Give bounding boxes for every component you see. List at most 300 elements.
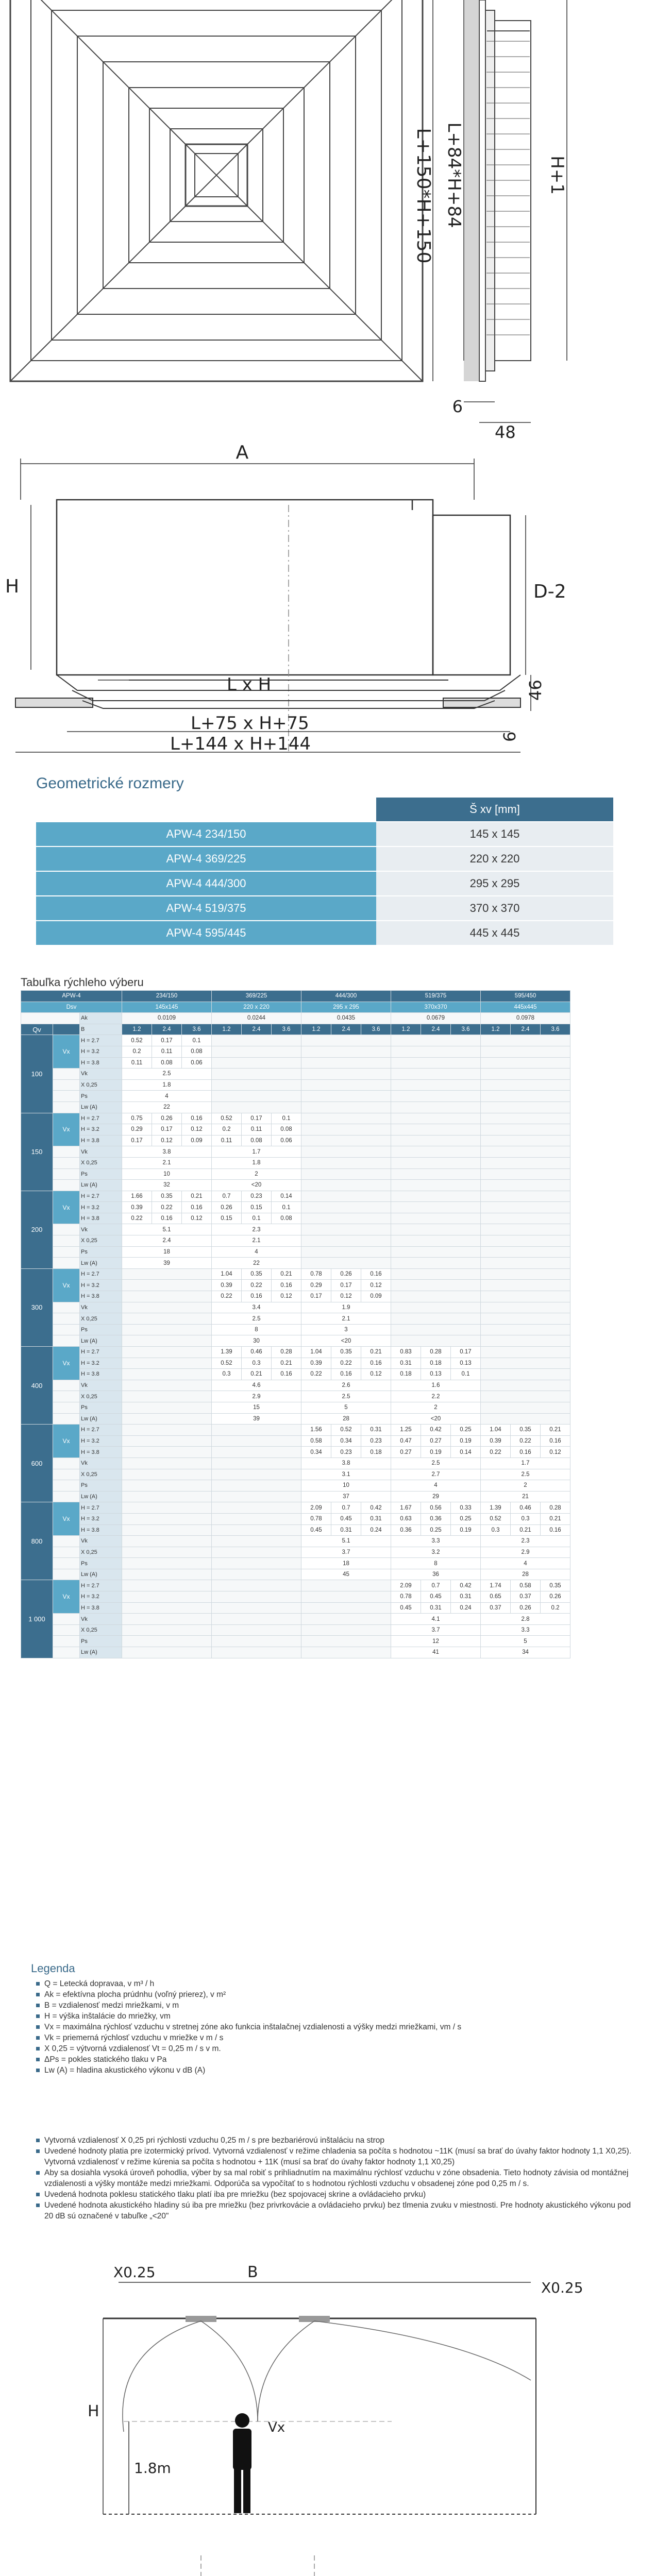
model-header: 444/300 [301, 991, 391, 1002]
value-cell: 0.16 [361, 1268, 391, 1280]
row-label: H = 3.2 [80, 1358, 122, 1369]
value-cell: 0.58 [301, 1435, 331, 1447]
table-row [21, 1569, 570, 1580]
legend-item: Vx = maximálna rýchlosť vzduchu v stretnej zóne ako funkcia inštalačnej vzdialenosti a výšky medzi mriežkami, vm / s [36, 2022, 634, 2032]
table-cell [301, 1069, 391, 1080]
b-value: 3.6 [541, 1024, 570, 1035]
table-cell [481, 1358, 570, 1369]
value-cell: 1.25 [391, 1425, 421, 1436]
value-cell: 0.08 [272, 1124, 301, 1136]
value-cell: 2.6 [301, 1380, 391, 1391]
table-cell [212, 1602, 301, 1614]
table-cell [481, 1213, 570, 1224]
value-cell: 0.35 [152, 1191, 182, 1202]
vx-label: Vx [53, 1268, 80, 1302]
value-cell: 0.45 [301, 1524, 331, 1536]
legend-item: X 0,25 = výtvorná vzdialenosť Vt = 0,25 m / s v m. [36, 2043, 634, 2054]
table-cell [212, 1069, 301, 1080]
value-cell: 0.17 [152, 1124, 182, 1136]
value-cell: 5.1 [122, 1224, 212, 1235]
table-cell [212, 1435, 301, 1447]
table-cell [212, 1491, 301, 1502]
table-cell [122, 1614, 212, 1625]
table-cell [122, 1569, 212, 1580]
value-cell: 0.17 [242, 1113, 272, 1124]
table-cell [122, 1402, 212, 1413]
table-cell [21, 1013, 80, 1024]
value-cell: 0.17 [331, 1280, 361, 1291]
row-label: Vk [80, 1614, 122, 1625]
table-cell [122, 1380, 212, 1391]
model-header: 369/225 [212, 991, 301, 1002]
table-row [21, 1513, 570, 1524]
row-label: H = 3.8 [80, 1213, 122, 1224]
value-cell: 0.21 [541, 1513, 570, 1524]
value-cell: 0.2 [212, 1124, 242, 1136]
table-row [21, 1268, 570, 1280]
table-cell [301, 1246, 391, 1258]
value-cell: 2.5 [301, 1391, 391, 1402]
model-header: 595/450 [481, 991, 570, 1002]
table-cell [391, 1202, 481, 1213]
table-cell [53, 1647, 80, 1658]
table-row [21, 1447, 570, 1458]
dim-h: H [5, 576, 20, 597]
table-cell [391, 1113, 481, 1124]
row-label: H = 3.8 [80, 1291, 122, 1302]
table-cell [481, 1146, 570, 1158]
table-row [21, 1258, 570, 1269]
value-cell: 0.19 [421, 1447, 451, 1458]
value-cell: 0.23 [361, 1435, 391, 1447]
qv-value: 600 [21, 1425, 53, 1502]
note-item: Aby sa dosiahla vysoká úroveň pohodlia, výber by sa mal robiť s prihliadnutím na maximálnu rýchlosť vzduchu v zóne obsadenia. Tieto hodnoty závisia od montážnej vzdialenosti a výšky montáže medzi mriežkami. Odporúča sa vypočítať to s hodnotou rýchlosti vzduchu v obsadenej zóne pod 0,25 m / s. [36, 2167, 634, 2189]
note-item: Uvedené hodnota akustického hladiny sú iba pre mriežku (bez privrkovácie a ovládacieho prvku) bez tlmenia zvuku v miestnosti. Pre hodnoty akustického výkonu pod 20 dB sú označené v tabuľke „<20" [36, 2200, 634, 2222]
table-row [21, 1480, 570, 1492]
table-cell [481, 1324, 570, 1335]
value-cell: 3.3 [481, 1624, 570, 1636]
table-row [21, 991, 570, 1002]
b-value: 2.4 [331, 1024, 361, 1035]
table-cell [301, 1113, 391, 1124]
table-row [21, 1636, 570, 1647]
value-cell: 0.52 [212, 1113, 242, 1124]
table-cell [391, 1146, 481, 1158]
table-cell [481, 1079, 570, 1091]
value-cell: 2.09 [391, 1580, 421, 1591]
value-cell: 0.29 [122, 1124, 152, 1136]
value-cell: 0.28 [541, 1502, 570, 1514]
value-cell: 0.12 [182, 1213, 212, 1224]
value-cell: 0.17 [152, 1035, 182, 1046]
value-cell: 0.27 [421, 1435, 451, 1447]
value-cell: 0.26 [152, 1113, 182, 1124]
value-cell: 0.22 [212, 1291, 242, 1302]
table-cell [391, 1180, 481, 1191]
table-cell [481, 1069, 570, 1080]
table-row [21, 1502, 570, 1514]
table-cell [122, 1536, 212, 1547]
row-label: X 0,25 [80, 1157, 122, 1168]
value-cell: 0.31 [361, 1425, 391, 1436]
qv-value: 800 [21, 1502, 53, 1580]
dsv-cell: Dsv [21, 1002, 122, 1013]
table-row [21, 1124, 570, 1136]
value-cell: 0.31 [361, 1513, 391, 1524]
value-cell: 1.67 [391, 1502, 421, 1514]
value-cell: 3.4 [212, 1302, 301, 1313]
table-cell [212, 1035, 301, 1046]
model-cell: APW-4 234/150 [36, 822, 376, 846]
table-cell [301, 1580, 391, 1591]
value-cell: 3.1 [301, 1469, 391, 1480]
table-cell [53, 1547, 80, 1558]
value-cell: 0.21 [272, 1268, 301, 1280]
value-cell: 0.78 [301, 1513, 331, 1524]
value-cell: 3.8 [122, 1146, 212, 1158]
value-cell: 0.25 [451, 1513, 481, 1524]
table-cell [391, 1268, 481, 1280]
table-cell [301, 1046, 391, 1057]
b-value: 2.4 [511, 1024, 541, 1035]
table-cell [53, 1246, 80, 1258]
value-cell: 0.21 [182, 1191, 212, 1202]
value-cell: 0.06 [182, 1057, 212, 1069]
table-cell [481, 1124, 570, 1136]
table-cell [481, 1113, 570, 1124]
table-cell [481, 1135, 570, 1146]
value-cell: 0.15 [242, 1202, 272, 1213]
table-cell [212, 1458, 301, 1469]
table-cell [301, 1146, 391, 1158]
table-row [21, 1113, 570, 1124]
size-header: 145x145 [122, 1002, 212, 1013]
value-cell: 0.16 [152, 1213, 182, 1224]
dim-l75: L+75 x H+75 [191, 713, 309, 734]
table-cell [481, 1402, 570, 1413]
table-cell [122, 1458, 212, 1469]
table-cell [53, 1235, 80, 1247]
vx-label: Vx [53, 1035, 80, 1069]
table-row [21, 1280, 570, 1291]
value-cell: 0.26 [511, 1602, 541, 1614]
value-cell: 0.75 [122, 1113, 152, 1124]
table-row [21, 1624, 570, 1636]
size-cell: 445 x 445 [376, 921, 613, 945]
value-cell: 0.39 [122, 1202, 152, 1213]
table-row [21, 1246, 570, 1258]
value-cell: 0.42 [421, 1425, 451, 1436]
row-label: Vk [80, 1302, 122, 1313]
qv-value: 150 [21, 1113, 53, 1191]
dim-b-top: B [247, 2263, 258, 2281]
legend-list [36, 1978, 634, 2076]
qv-value: 200 [21, 1191, 53, 1268]
legend-item: Q = Letecká dopravaa, v m³ / h [36, 1978, 634, 1989]
value-cell: 0.2 [541, 1602, 570, 1614]
value-cell: 0.31 [421, 1602, 451, 1614]
value-cell: 0.52 [212, 1358, 242, 1369]
table-cell [212, 1647, 301, 1658]
row-label: Lw (A) [80, 1647, 122, 1658]
value-cell: 0.56 [421, 1502, 451, 1514]
dim-x025-left: X0.25 [113, 2264, 156, 2281]
table-row [21, 1079, 570, 1091]
table-cell [212, 1580, 301, 1591]
table-cell [481, 1246, 570, 1258]
table-row [21, 1157, 570, 1168]
value-cell: 0.36 [391, 1524, 421, 1536]
value-cell: 0.14 [272, 1191, 301, 1202]
table-cell [301, 1614, 391, 1625]
table-cell [122, 1502, 212, 1514]
row-label: Lw (A) [80, 1413, 122, 1425]
value-cell: 0.3 [242, 1358, 272, 1369]
row-label: Ps [80, 1402, 122, 1413]
table-cell [122, 1547, 212, 1558]
b-value: 2.4 [421, 1024, 451, 1035]
row-label: X 0,25 [80, 1391, 122, 1402]
value-cell: 0.06 [272, 1135, 301, 1146]
table-cell [122, 1491, 212, 1502]
table-cell [391, 1035, 481, 1046]
table-cell [122, 1602, 212, 1614]
row-label: H = 3.2 [80, 1591, 122, 1603]
value-cell: 0.1 [182, 1035, 212, 1046]
row-label: Lw (A) [80, 1180, 122, 1191]
table-cell [481, 1268, 570, 1280]
value-cell: 0.26 [212, 1202, 242, 1213]
table-row [21, 1180, 570, 1191]
value-cell: 2.1 [122, 1157, 212, 1168]
table-cell [301, 1647, 391, 1658]
value-cell: 4.1 [391, 1614, 481, 1625]
table-row [21, 1602, 570, 1614]
table-cell [212, 1591, 301, 1603]
value-cell: 3.8 [301, 1458, 391, 1469]
table-cell [53, 1258, 80, 1269]
value-cell: 2.09 [301, 1502, 331, 1514]
value-cell: 0.65 [481, 1591, 511, 1603]
row-label: H = 3.2 [80, 1124, 122, 1136]
value-cell: 0.34 [301, 1447, 331, 1458]
table-row [21, 1002, 570, 1013]
row-label: X 0,25 [80, 1469, 122, 1480]
value-cell: 0.22 [481, 1447, 511, 1458]
b-value: 2.4 [152, 1024, 182, 1035]
value-cell: 39 [122, 1258, 212, 1269]
table-cell [391, 1213, 481, 1224]
value-cell: 41 [391, 1647, 481, 1658]
table-cell [301, 1191, 391, 1202]
value-cell: 0.09 [361, 1291, 391, 1302]
table-cell [481, 1291, 570, 1302]
table-row [21, 1313, 570, 1325]
table-cell [122, 1302, 212, 1313]
value-cell: 0.35 [511, 1425, 541, 1436]
value-cell: 0.3 [212, 1369, 242, 1380]
value-cell: 0.2 [122, 1046, 152, 1057]
table-cell [53, 1157, 80, 1168]
table-cell [391, 1057, 481, 1069]
table-cell [122, 1591, 212, 1603]
table-cell [212, 1536, 301, 1547]
table-cell [122, 1369, 212, 1380]
row-label: Ps [80, 1480, 122, 1492]
value-cell: 39 [212, 1413, 301, 1425]
value-cell: 2 [212, 1168, 301, 1180]
table-cell [122, 1580, 212, 1591]
value-cell: 0.24 [451, 1602, 481, 1614]
value-cell: 0.31 [451, 1591, 481, 1603]
legend-title: Legenda [31, 1962, 75, 1975]
legend-item: H = výška inštalácie do mriežky, vm [36, 2011, 634, 2022]
value-cell: 21 [481, 1491, 570, 1502]
value-cell: 0.1 [451, 1369, 481, 1380]
row-label: H = 3.8 [80, 1369, 122, 1380]
value-cell: 0.22 [122, 1213, 152, 1224]
table-cell [391, 1135, 481, 1146]
value-cell: 2.5 [391, 1458, 481, 1469]
geometric-title: Geometrické rozmery [36, 775, 184, 792]
person-icon [233, 2413, 251, 2513]
value-cell: 28 [301, 1413, 391, 1425]
value-cell: <20 [301, 1335, 391, 1347]
qv-value: 400 [21, 1347, 53, 1425]
value-cell: 1.7 [481, 1458, 570, 1469]
value-cell: 2.9 [212, 1391, 301, 1402]
grille-section-drawing [0, 443, 672, 773]
table-cell [212, 1569, 301, 1580]
table-cell [53, 1146, 80, 1158]
value-cell: 0.52 [481, 1513, 511, 1524]
table-cell [122, 1513, 212, 1524]
table-cell [481, 1057, 570, 1069]
b-value: 1.2 [391, 1024, 421, 1035]
table-cell [301, 1168, 391, 1180]
dim-vx: Vx [268, 2420, 285, 2435]
value-cell: 0.12 [361, 1369, 391, 1380]
row-label: Vk [80, 1536, 122, 1547]
value-cell: 4 [391, 1480, 481, 1492]
vx-label: Vx [53, 1347, 80, 1380]
value-cell: 0.46 [242, 1347, 272, 1358]
table-cell [301, 1235, 391, 1247]
table-cell [53, 1180, 80, 1191]
value-cell: 0.16 [182, 1113, 212, 1124]
row-label: H = 2.7 [80, 1425, 122, 1436]
table-cell [301, 1079, 391, 1091]
value-cell: 2.3 [481, 1536, 570, 1547]
value-cell: 8 [212, 1324, 301, 1335]
value-cell: 2.8 [481, 1614, 570, 1625]
table-row [21, 1536, 570, 1547]
value-cell: 1.04 [212, 1268, 242, 1280]
table-row [21, 1547, 570, 1558]
table-cell [391, 1046, 481, 1057]
table-cell [53, 1079, 80, 1091]
table-cell [391, 1280, 481, 1291]
value-cell: 32 [122, 1180, 212, 1191]
dim-h-room: H [88, 2402, 99, 2420]
table-row [21, 1046, 570, 1057]
table-cell [53, 1614, 80, 1625]
value-cell: 0.16 [182, 1202, 212, 1213]
table-row [36, 921, 613, 945]
row-label: H = 2.7 [80, 1580, 122, 1591]
value-cell: 4 [481, 1558, 570, 1569]
dim-18m: 1.8m [134, 2460, 171, 2477]
table-row [21, 1469, 570, 1480]
row-label: Lw (A) [80, 1101, 122, 1113]
table-row [21, 1335, 570, 1347]
size-cell: 145 x 145 [376, 822, 613, 846]
value-cell: 0.47 [391, 1435, 421, 1447]
model-cell: APW-4 595/445 [36, 921, 376, 945]
value-cell: 2.3 [212, 1224, 301, 1235]
table-cell [391, 1258, 481, 1269]
table-cell [53, 1624, 80, 1636]
row-label: Vk [80, 1224, 122, 1235]
value-cell: 0.09 [182, 1135, 212, 1146]
table-cell [53, 1636, 80, 1647]
vx-label: Vx [53, 1425, 80, 1458]
row-label: H = 3.8 [80, 1602, 122, 1614]
value-cell: 0.42 [451, 1580, 481, 1591]
value-cell: 0.24 [361, 1524, 391, 1536]
table-cell [391, 1191, 481, 1202]
table-row [21, 1558, 570, 1569]
value-cell: 0.16 [331, 1369, 361, 1380]
value-cell: 0.22 [511, 1435, 541, 1447]
value-cell: 2 [391, 1402, 481, 1413]
table-cell [53, 1101, 80, 1113]
row-label: H = 3.8 [80, 1057, 122, 1069]
value-cell: 0.21 [511, 1524, 541, 1536]
value-cell: 0.11 [212, 1135, 242, 1146]
table-row [21, 1413, 570, 1425]
table-cell [122, 1347, 212, 1358]
table-cell [301, 1135, 391, 1146]
table-cell [212, 1425, 301, 1436]
table-row [21, 1435, 570, 1447]
table-cell [122, 1425, 212, 1436]
value-cell: 37 [301, 1491, 391, 1502]
value-cell: 18 [122, 1246, 212, 1258]
value-cell: 0.3 [481, 1524, 511, 1536]
legend-item: Vk = priemerná rýchlosť vzduchu v mriežke v m / s [36, 2032, 634, 2043]
table-cell [481, 1335, 570, 1347]
row-label: Lw (A) [80, 1258, 122, 1269]
dim-h1: H+1 [547, 156, 567, 195]
table-row [21, 1146, 570, 1158]
table-cell [53, 1224, 80, 1235]
value-cell: 0.1 [272, 1202, 301, 1213]
value-cell: 0.23 [242, 1191, 272, 1202]
value-cell: 0.78 [391, 1591, 421, 1603]
value-cell: 0.16 [511, 1447, 541, 1458]
table-cell [122, 1469, 212, 1480]
row-label: H = 2.7 [80, 1113, 122, 1124]
table-cell [481, 1191, 570, 1202]
size-header: 370x370 [391, 1002, 481, 1013]
dim-l84: L+84*H+84 [444, 122, 464, 228]
value-cell: 0.35 [331, 1347, 361, 1358]
note-item: Uvedená hodnota poklesu statického tlaku platí iba pre mriežku (bez spojovacej skrine a ovládacieho prvku) [36, 2189, 634, 2200]
value-cell: 0.16 [242, 1291, 272, 1302]
value-cell: 0.11 [242, 1124, 272, 1136]
value-cell: 0.12 [152, 1135, 182, 1146]
